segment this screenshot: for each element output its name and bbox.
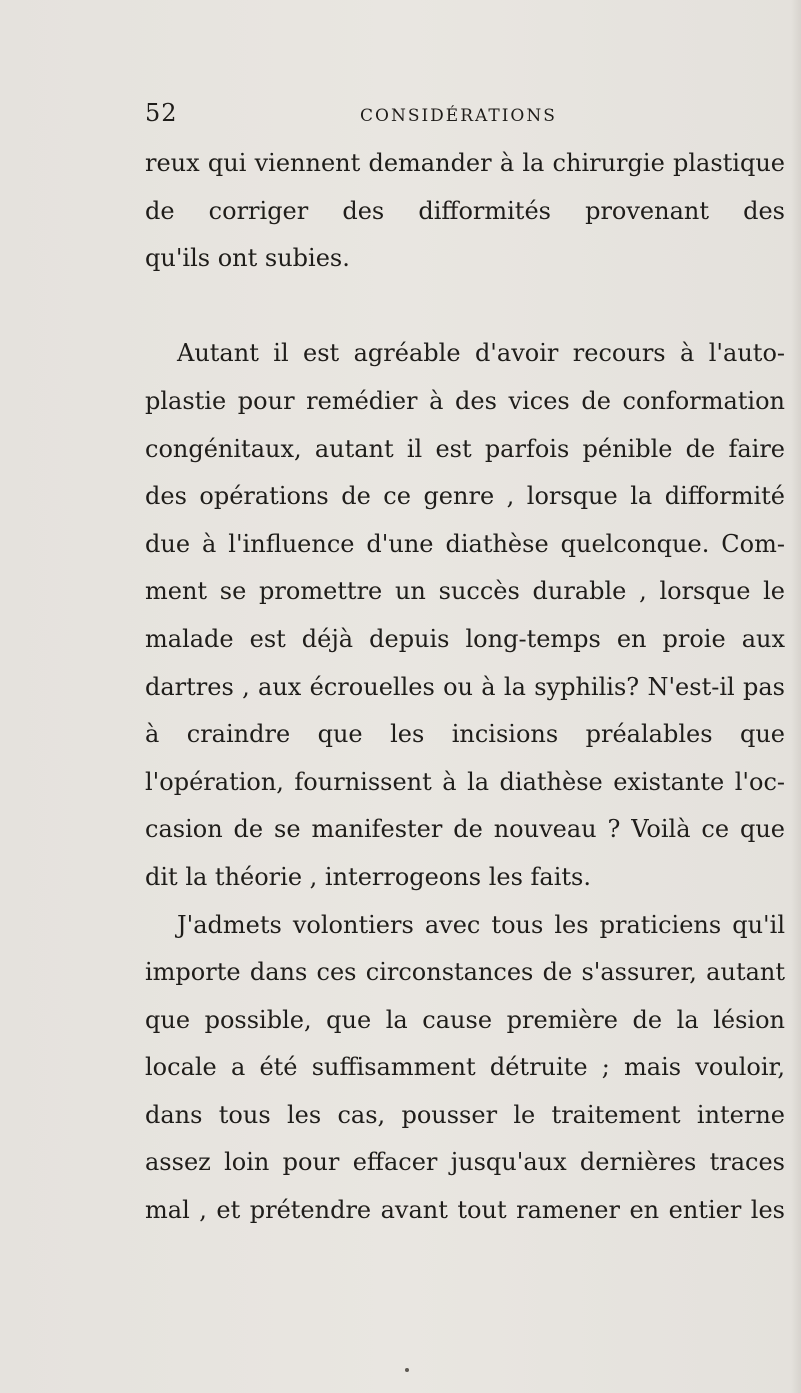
text-line: assez loin pour effacer jusqu'aux dernières traces <box>145 1148 785 1177</box>
text-line: J'admets volontiers avec tous les praticiens qu'il <box>177 910 785 939</box>
text-line: dans tous les cas, pousser le traitement interne <box>145 1100 785 1129</box>
page-edge-shadow <box>791 0 801 1393</box>
text-line: reux qui viennent demander à la chirurgie plastique <box>145 149 785 177</box>
text-line: ment se promettre un succès durable , lorsque le <box>145 577 785 606</box>
ink-speck <box>405 1368 409 1372</box>
text-line: congénitaux, autant il est parfois pénible de faire <box>145 434 785 463</box>
page-header <box>145 98 745 134</box>
text-line: des opérations de ce genre , lorsque la difformité <box>145 482 785 511</box>
text-line: l'opération, fournissent à la diathèse existante l'oc- <box>145 767 785 796</box>
body-text <box>145 140 785 1235</box>
text-line: malade est déjà depuis long-temps en proie aux <box>145 624 785 653</box>
text-line: casion de se manifester de nouveau ? Voilà ce que <box>145 815 785 844</box>
text-line: dartres , aux écrouelles ou à la syphilis? N'est-il pas <box>145 672 785 701</box>
text-line: dit la théorie , interrogeons les faits. <box>145 862 591 891</box>
text-line: que possible, que la cause première de la lésion <box>145 1005 785 1034</box>
text-line: mal , et prétendre avant tout ramener en entier les <box>145 1196 785 1225</box>
text-line: de corriger des difformités provenant des <box>145 196 785 225</box>
running-head: CONSIDÉRATIONS <box>360 106 557 126</box>
text-line: plastie pour remédier à des vices de conformation <box>145 386 785 415</box>
text-line: locale a été suffisamment détruite ; mais vouloir, <box>145 1053 785 1082</box>
text-line: qu'ils ont subies. <box>145 244 350 273</box>
text-line: Autant il est agréable d'avoir recours à l'auto- <box>177 339 785 368</box>
paragraph-gap <box>145 283 785 331</box>
page-number: 52 <box>145 99 178 127</box>
text-line: importe dans ces circonstances de s'assurer, autant <box>145 958 785 987</box>
text-line: à craindre que les incisions préalables que <box>145 720 785 749</box>
text-line: due à l'influence d'une diathèse quelconque. Com- <box>145 529 785 558</box>
